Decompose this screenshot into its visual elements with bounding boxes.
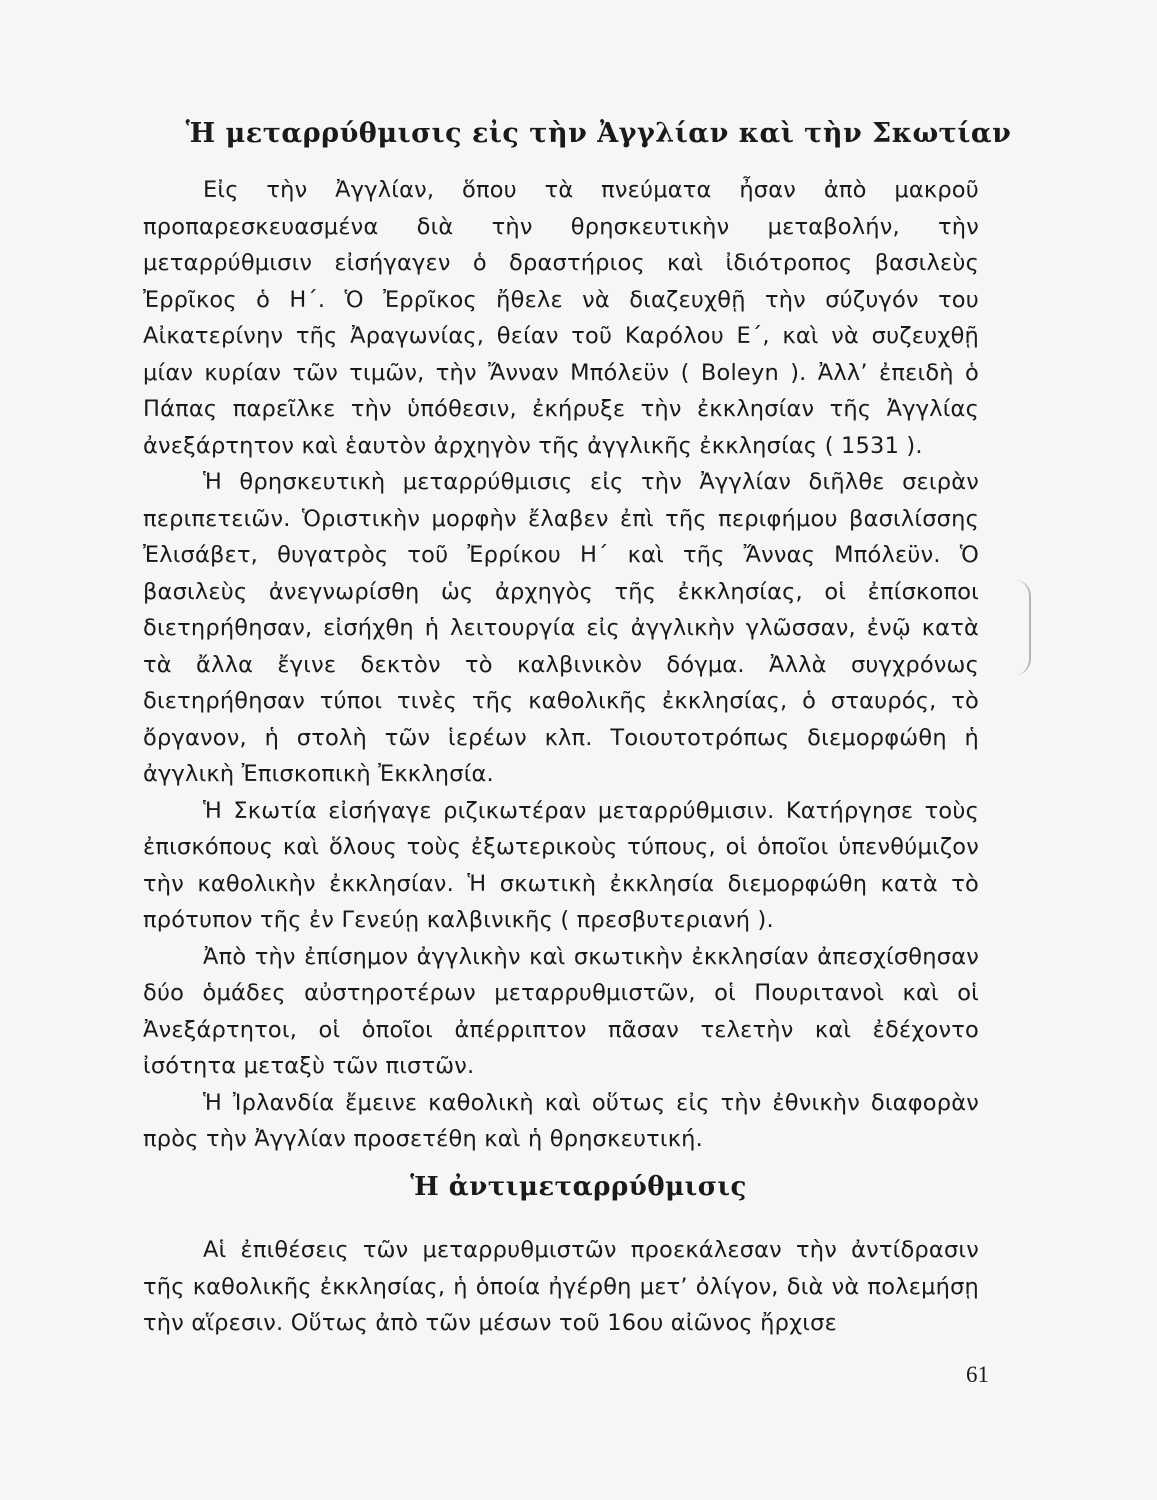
section-body-reformation bbox=[143, 172, 979, 1158]
section-heading-counter-reformation: Ἡ ἀντιμεταρρύθμισις bbox=[410, 1172, 747, 1202]
paragraph: Ἡ Σκωτία εἰσήγαγε ριζικωτέραν μεταρρύθμισιν. Κατήργησε τοὺς ἐπισκόπους καὶ ὅλους τοὺς ἐξωτερικοὺς τύπους, οἱ ὁποῖοι ὑπενθύμιζον τὴν καθολικὴν ἐκκλησίαν. Ἡ σκωτικὴ ἐκκλησία διεμορφώθη κατὰ τὸ πρότυπον τῆς ἐν Γενεύῃ καλβινικῆς ( πρεσβυτεριανή ). bbox=[143, 797, 979, 933]
section-body-counter-reformation bbox=[143, 1232, 979, 1342]
paragraph: Ἀπὸ τὴν ἐπίσημον ἀγγλικὴν καὶ σκωτικὴν ἐκκλησίαν ἀπεσχίσθησαν δύο ὁμάδες αὐστηροτέρων μεταρρυθμιστῶν, οἱ Πουριτανοὶ καὶ οἱ Ἀνεξάρτητοι, οἱ ὁποῖοι ἀπέρριπτον πᾶσαν τελετὴν καὶ ἐδέχοντο ἰσότητα μεταξὺ τῶν πιστῶν. bbox=[143, 943, 979, 1079]
section-heading-reformation-england-scotland: Ἡ μεταρρύθμισις εἰς τὴν Ἀγγλίαν καὶ τὴν Σκωτίαν bbox=[185, 118, 1012, 149]
page-number: 61 bbox=[966, 1362, 989, 1387]
paragraph: Ἡ θρησκευτικὴ μεταρρύθμισις εἰς τὴν Ἀγγλίαν διῆλθε σειρὰν περιπετειῶν. Ὁριστικὴν μορφὴν ἔλαβεν ἐπὶ τῆς περιφήμου βασιλίσσης Ἐλισάβετ, θυγατρὸς τοῦ Ἐρρίκου Η΄ καὶ τῆς Ἄννας Μπόλεϋν. Ὁ βασιλεὺς ἀνεγνωρίσθη ὡς ἀρχηγὸς τῆς ἐκκλησίας, οἱ ἐπίσκοποι διετηρήθησαν, εἰσήχθη ἡ λειτουργία εἰς ἀγγλικὴν γλῶσσαν, ἐνῷ κατὰ τὰ ἄλλα ἔγινε δεκτὸν τὸ καλβινικὸν δόγμα. Ἀλλὰ συγχρόνως διετηρήθησαν τύποι τινὲς τῆς καθολικῆς ἐκκλησίας, ὁ σταυρός, τὸ ὄργανον, ἡ στολὴ τῶν ἱερέων κλπ. Τοιουτοτρόπως διεμορφώθη ἡ ἀγγλικὴ Ἐπισκοπικὴ Ἐκκλησία. bbox=[143, 469, 979, 787]
paragraph: Εἰς τὴν Ἀγγλίαν, ὅπου τὰ πνεύματα ἦσαν ἀπὸ μακροῦ προπαρεσκευασμένα διὰ τὴν θρησκευτικὴν μεταβολήν, τὴν μεταρρύθμισιν εἰσήγαγεν ὁ δραστήριος καὶ ἰδιότροπος βασιλεὺς Ἐρρῖκος ὁ Η΄. Ὁ Ἐρρῖκος ἤθελε νὰ διαζευχθῇ τὴν σύζυγόν του Αἰκατερίνην τῆς Ἀραγωνίας, θείαν τοῦ Καρόλου Ε΄, καὶ νὰ συζευχθῇ μίαν κυρίαν τῶν τιμῶν, τὴν Ἄνναν Μπόλεϋν ( Boleyn ). Ἀλλ’ ἐπειδὴ ὁ Πάπας παρεῖλκε τὴν ὑπόθεσιν, ἐκήρυξε τὴν ἐκκλησίαν τῆς Ἀγγλίας ἀνεξάρτητον καὶ ἑαυτὸν ἀρχηγὸν τῆς ἀγγλικῆς ἐκκλησίας ( 1531 ). bbox=[143, 177, 979, 459]
paragraph: Ἡ Ἰρλανδία ἔμεινε καθολικὴ καὶ οὕτως εἰς τὴν ἐθνικὴν διαφορὰν πρὸς τὴν Ἀγγλίαν προσετέθη καὶ ἡ θρησκευτική. bbox=[143, 1089, 979, 1152]
paragraph: Αἱ ἐπιθέσεις τῶν μεταρρυθμιστῶν προεκάλεσαν τὴν ἀντίδρασιν τῆς καθολικῆς ἐκκλησίας, ἡ ὁποία ἠγέρθη μετ’ ὀλίγον, διὰ νὰ πολεμήσῃ τὴν αἵρεσιν. Οὕτως ἀπὸ τῶν μέσων τοῦ 16ου αἰῶνος ἤρχισε bbox=[143, 1237, 979, 1336]
pencil-mark bbox=[1015, 580, 1031, 675]
